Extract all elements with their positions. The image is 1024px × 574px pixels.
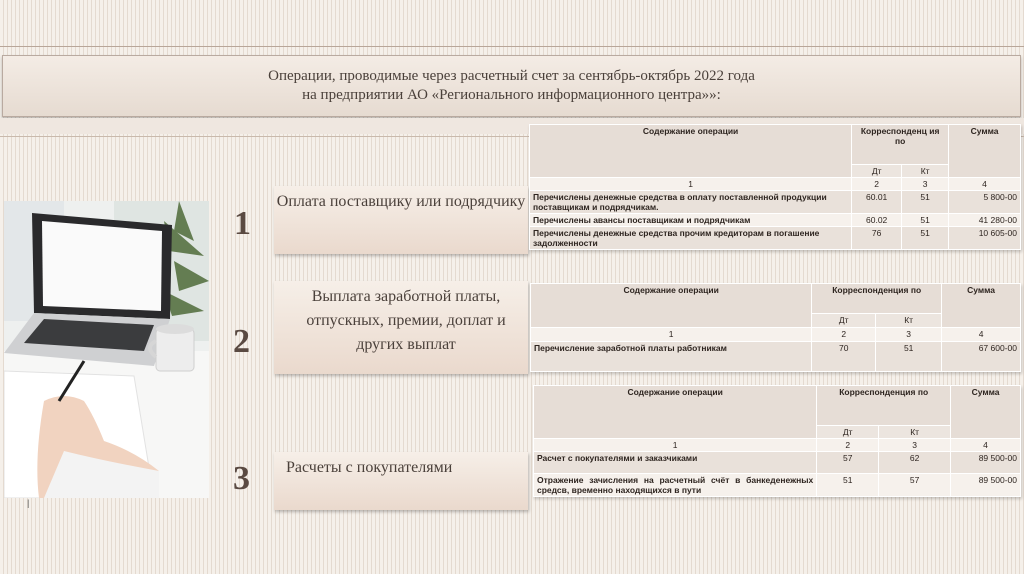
credit-account: 57 xyxy=(879,474,951,497)
credit-account: 51 xyxy=(876,342,942,372)
header-dt: Дт xyxy=(852,165,902,178)
col-number-2: 2 xyxy=(812,328,876,342)
operation-text: Перечислены денежные средства прочим кредиторам в погашение задолженности xyxy=(530,227,852,250)
debit-account: 70 xyxy=(812,342,876,372)
operation-text: Расчет с покупателями и заказчиками xyxy=(534,452,817,474)
operation-text: Перечислены денежные средства в оплату поставленной продукции поставщикам и подрядчикам. xyxy=(530,191,852,214)
step-number-3: 3 xyxy=(233,460,250,497)
credit-account: 51 xyxy=(902,191,949,214)
col-number-1: 1 xyxy=(531,328,812,342)
tick-mark: | xyxy=(27,498,30,508)
laptop-photo xyxy=(4,201,209,498)
header-kt: Кт xyxy=(902,165,949,178)
header-dt: Дт xyxy=(817,426,879,439)
accounts-table-3 xyxy=(533,385,1021,497)
header-correspondence: Корреспонденц ия по xyxy=(852,125,949,165)
header-sum: Сумма xyxy=(949,125,1021,178)
debit-account: 76 xyxy=(852,227,902,250)
header-content: Содержание операции xyxy=(530,125,852,178)
table-row xyxy=(530,214,1021,227)
col-number-4: 4 xyxy=(942,328,1021,342)
table-row xyxy=(530,191,1021,214)
header-correspondence: Корреспонденция по xyxy=(817,386,951,426)
header-content: Содержание операции xyxy=(534,386,817,439)
title-line-2: на предприятии АО «Регионального информационного центра»»: xyxy=(302,87,721,103)
credit-account: 51 xyxy=(902,227,949,250)
col-number-4: 4 xyxy=(951,439,1021,452)
step-number-1: 1 xyxy=(234,205,251,242)
step-label-2: Выплата заработной платы, отпускных, премии, доплат и других выплат xyxy=(274,281,528,374)
col-number-3: 3 xyxy=(879,439,951,452)
col-number-3: 3 xyxy=(876,328,942,342)
header-dt: Дт xyxy=(812,314,876,328)
top-rule xyxy=(0,46,1024,47)
header-sum: Сумма xyxy=(951,386,1021,439)
operation-text: Отражение зачисления на расчетный счёт в банкеденежных средсв, временно находящихся в пути xyxy=(534,474,817,497)
header-kt: Кт xyxy=(876,314,942,328)
step-label-3: Расчеты с покупателями xyxy=(274,452,528,510)
debit-account: 60.02 xyxy=(852,214,902,227)
step-number-2: 2 xyxy=(233,323,250,360)
header-content: Содержание операции xyxy=(531,284,812,328)
col-number-3: 3 xyxy=(902,178,949,191)
amount: 67 600-00 xyxy=(942,342,1021,372)
col-number-4: 4 xyxy=(949,178,1021,191)
credit-account: 51 xyxy=(902,214,949,227)
debit-account: 51 xyxy=(817,474,879,497)
amount: 5 800-00 xyxy=(949,191,1021,214)
col-number-1: 1 xyxy=(530,178,852,191)
operation-text: Перечислены авансы поставщикам и подрядчикам xyxy=(530,214,852,227)
amount: 41 280-00 xyxy=(949,214,1021,227)
col-number-2: 2 xyxy=(817,439,879,452)
title-line-1: Операции, проводимые через расчетный счет за сентябрь-октябрь 2022 года xyxy=(268,68,755,84)
accounts-table-1 xyxy=(529,124,1021,250)
amount: 10 605-00 xyxy=(949,227,1021,250)
step-label-1: Оплата поставщику или подрядчику xyxy=(274,186,528,254)
col-number-1: 1 xyxy=(534,439,817,452)
operation-text: Перечисление заработной платы работникам xyxy=(531,342,812,372)
header-sum: Сумма xyxy=(942,284,1021,328)
amount: 89 500-00 xyxy=(951,452,1021,474)
table-row xyxy=(534,474,1021,497)
table-row xyxy=(531,342,1021,372)
header-kt: Кт xyxy=(879,426,951,439)
table-row xyxy=(534,452,1021,474)
accounts-table-2 xyxy=(530,283,1021,372)
debit-account: 60.01 xyxy=(852,191,902,214)
header-correspondence: Корреспонденция по xyxy=(812,284,942,314)
slide-title xyxy=(2,55,1021,117)
debit-account: 57 xyxy=(817,452,879,474)
table-row xyxy=(530,227,1021,250)
amount: 89 500-00 xyxy=(951,474,1021,497)
credit-account: 62 xyxy=(879,452,951,474)
col-number-2: 2 xyxy=(852,178,902,191)
